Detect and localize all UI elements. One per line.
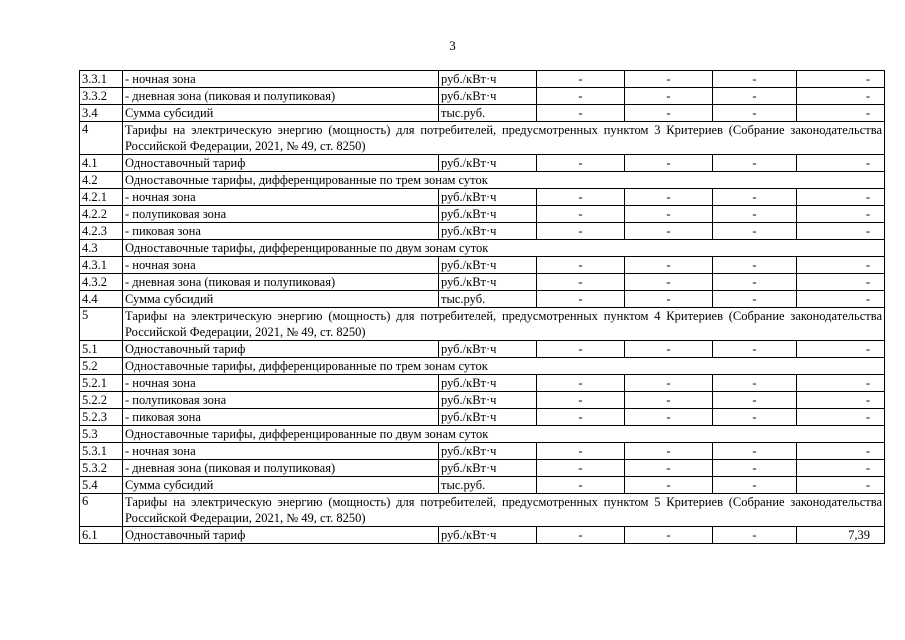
row-value: - — [797, 443, 885, 460]
group-title: Одноставочные тарифы, дифференцированные по трем зонам суток — [123, 358, 885, 375]
row-value: - — [625, 527, 713, 544]
row-value: - — [797, 291, 885, 308]
row-code: 5.1 — [80, 341, 123, 358]
row-value: - — [713, 257, 797, 274]
table-row — [80, 477, 885, 494]
row-value: - — [713, 477, 797, 494]
row-value: - — [713, 223, 797, 240]
row-code: 5.2.3 — [80, 409, 123, 426]
row-value: - — [713, 392, 797, 409]
row-unit: руб./кВт·ч — [439, 223, 537, 240]
row-unit: руб./кВт·ч — [439, 71, 537, 88]
table-row — [80, 341, 885, 358]
row-value: - — [537, 257, 625, 274]
section-title: Тарифы на электрическую энергию (мощность) для потребителей, предусмотренных пунктом 4 Критериев (Собрание законодательства Российской Федерации, 2021, № 49, ст. 8250) — [123, 308, 885, 341]
row-unit: руб./кВт·ч — [439, 257, 537, 274]
row-name: - полупиковая зона — [123, 392, 439, 409]
row-value: - — [797, 105, 885, 122]
section-row — [80, 308, 885, 341]
row-value: - — [713, 206, 797, 223]
row-value: - — [713, 375, 797, 392]
row-value: - — [537, 88, 625, 105]
row-unit: руб./кВт·ч — [439, 189, 537, 206]
table-row — [80, 223, 885, 240]
row-value: - — [713, 460, 797, 477]
row-value: - — [625, 189, 713, 206]
row-unit: руб./кВт·ч — [439, 443, 537, 460]
row-value: - — [625, 477, 713, 494]
table-row — [80, 392, 885, 409]
row-value: - — [797, 206, 885, 223]
row-value: - — [537, 392, 625, 409]
row-unit: руб./кВт·ч — [439, 206, 537, 223]
row-name: Одноставочный тариф — [123, 155, 439, 172]
table-row — [80, 274, 885, 291]
group-row — [80, 172, 885, 189]
table-row — [80, 71, 885, 88]
row-unit: руб./кВт·ч — [439, 341, 537, 358]
row-value: - — [625, 443, 713, 460]
section-row — [80, 494, 885, 527]
row-code: 4.2.1 — [80, 189, 123, 206]
row-value: - — [625, 88, 713, 105]
table-row — [80, 88, 885, 105]
row-value: - — [797, 88, 885, 105]
row-value: - — [713, 88, 797, 105]
row-code: 4.3.1 — [80, 257, 123, 274]
row-value: - — [797, 375, 885, 392]
row-value: - — [537, 105, 625, 122]
row-value: - — [797, 274, 885, 291]
row-value: - — [537, 341, 625, 358]
row-unit: руб./кВт·ч — [439, 409, 537, 426]
row-name: Сумма субсидий — [123, 291, 439, 308]
row-code: 4.3 — [80, 240, 123, 257]
table-row — [80, 443, 885, 460]
row-value: - — [797, 477, 885, 494]
row-value: - — [625, 274, 713, 291]
table-row — [80, 105, 885, 122]
row-code: 4 — [80, 122, 123, 155]
row-name: - дневная зона (пиковая и полупиковая) — [123, 274, 439, 291]
row-value: - — [797, 392, 885, 409]
row-value: - — [625, 392, 713, 409]
row-value: 7,39 — [797, 527, 885, 544]
tariff-table-body — [80, 71, 885, 544]
row-code: 5.3 — [80, 426, 123, 443]
row-value: - — [537, 223, 625, 240]
row-value: - — [713, 105, 797, 122]
row-value: - — [797, 409, 885, 426]
row-name: Сумма субсидий — [123, 477, 439, 494]
row-code: 4.1 — [80, 155, 123, 172]
row-value: - — [537, 443, 625, 460]
row-value: - — [797, 257, 885, 274]
row-unit: руб./кВт·ч — [439, 460, 537, 477]
row-name: - ночная зона — [123, 189, 439, 206]
row-value: - — [625, 206, 713, 223]
table-row — [80, 460, 885, 477]
row-unit: руб./кВт·ч — [439, 88, 537, 105]
row-code: 5.2 — [80, 358, 123, 375]
group-row — [80, 358, 885, 375]
group-row — [80, 240, 885, 257]
row-code: 3.3.2 — [80, 88, 123, 105]
row-value: - — [713, 409, 797, 426]
row-unit: руб./кВт·ч — [439, 274, 537, 291]
row-name: Одноставочный тариф — [123, 341, 439, 358]
table-row — [80, 257, 885, 274]
row-value: - — [797, 189, 885, 206]
row-name: - ночная зона — [123, 443, 439, 460]
row-value: - — [797, 223, 885, 240]
row-name: - пиковая зона — [123, 223, 439, 240]
row-code: 4.2 — [80, 172, 123, 189]
row-name: Одноставочный тариф — [123, 527, 439, 544]
row-code: 4.3.2 — [80, 274, 123, 291]
row-name: - ночная зона — [123, 71, 439, 88]
row-name: - ночная зона — [123, 257, 439, 274]
row-unit: руб./кВт·ч — [439, 155, 537, 172]
tariff-table — [79, 70, 885, 544]
row-value: - — [713, 189, 797, 206]
table-row — [80, 409, 885, 426]
row-code: 5.4 — [80, 477, 123, 494]
row-code: 4.4 — [80, 291, 123, 308]
row-value: - — [537, 409, 625, 426]
row-code: 5.3.2 — [80, 460, 123, 477]
row-code: 3.4 — [80, 105, 123, 122]
row-unit: тыс.руб. — [439, 291, 537, 308]
row-value: - — [625, 223, 713, 240]
row-value: - — [625, 341, 713, 358]
table-row — [80, 375, 885, 392]
row-unit: тыс.руб. — [439, 105, 537, 122]
row-value: - — [537, 274, 625, 291]
section-title: Тарифы на электрическую энергию (мощность) для потребителей, предусмотренных пунктом 5 Критериев (Собрание законодательства Российской Федерации, 2021, № 49, ст. 8250) — [123, 494, 885, 527]
row-value: - — [625, 291, 713, 308]
row-value: - — [625, 257, 713, 274]
row-value: - — [537, 71, 625, 88]
row-value: - — [537, 155, 625, 172]
row-value: - — [537, 291, 625, 308]
row-code: 5.2.2 — [80, 392, 123, 409]
row-value: - — [625, 460, 713, 477]
row-value: - — [537, 206, 625, 223]
table-row — [80, 527, 885, 544]
row-value: - — [797, 460, 885, 477]
row-name: - полупиковая зона — [123, 206, 439, 223]
table-row — [80, 155, 885, 172]
row-code: 4.2.2 — [80, 206, 123, 223]
group-title: Одноставочные тарифы, дифференцированные по двум зонам суток — [123, 426, 885, 443]
row-value: - — [713, 155, 797, 172]
row-unit: тыс.руб. — [439, 477, 537, 494]
row-value: - — [797, 341, 885, 358]
row-code: 6.1 — [80, 527, 123, 544]
row-code: 4.2.3 — [80, 223, 123, 240]
row-value: - — [797, 71, 885, 88]
group-title: Одноставочные тарифы, дифференцированные по трем зонам суток — [123, 172, 885, 189]
row-code: 5.3.1 — [80, 443, 123, 460]
row-name: - ночная зона — [123, 375, 439, 392]
row-unit: руб./кВт·ч — [439, 392, 537, 409]
row-unit: руб./кВт·ч — [439, 375, 537, 392]
row-value: - — [537, 189, 625, 206]
page-number: 3 — [449, 38, 456, 53]
row-value: - — [537, 375, 625, 392]
section-row — [80, 122, 885, 155]
row-value: - — [713, 71, 797, 88]
row-value: - — [713, 443, 797, 460]
row-name: - пиковая зона — [123, 409, 439, 426]
row-value: - — [625, 409, 713, 426]
section-title: Тарифы на электрическую энергию (мощность) для потребителей, предусмотренных пунктом 3 Критериев (Собрание законодательства Российской Федерации, 2021, № 49, ст. 8250) — [123, 122, 885, 155]
row-value: - — [537, 477, 625, 494]
group-row — [80, 426, 885, 443]
row-value: - — [625, 71, 713, 88]
group-title: Одноставочные тарифы, дифференцированные по двум зонам суток — [123, 240, 885, 257]
row-unit: руб./кВт·ч — [439, 527, 537, 544]
row-value: - — [625, 105, 713, 122]
row-value: - — [713, 341, 797, 358]
row-name: - дневная зона (пиковая и полупиковая) — [123, 88, 439, 105]
row-value: - — [537, 527, 625, 544]
row-name: - дневная зона (пиковая и полупиковая) — [123, 460, 439, 477]
row-code: 5 — [80, 308, 123, 341]
row-value: - — [625, 155, 713, 172]
row-code: 3.3.1 — [80, 71, 123, 88]
row-code: 5.2.1 — [80, 375, 123, 392]
table-row — [80, 291, 885, 308]
table-row — [80, 206, 885, 223]
row-value: - — [713, 274, 797, 291]
row-value: - — [625, 375, 713, 392]
row-code: 6 — [80, 494, 123, 527]
table-row — [80, 189, 885, 206]
row-value: - — [537, 460, 625, 477]
row-value: - — [713, 527, 797, 544]
row-name: Сумма субсидий — [123, 105, 439, 122]
row-value: - — [713, 291, 797, 308]
row-value: - — [797, 155, 885, 172]
